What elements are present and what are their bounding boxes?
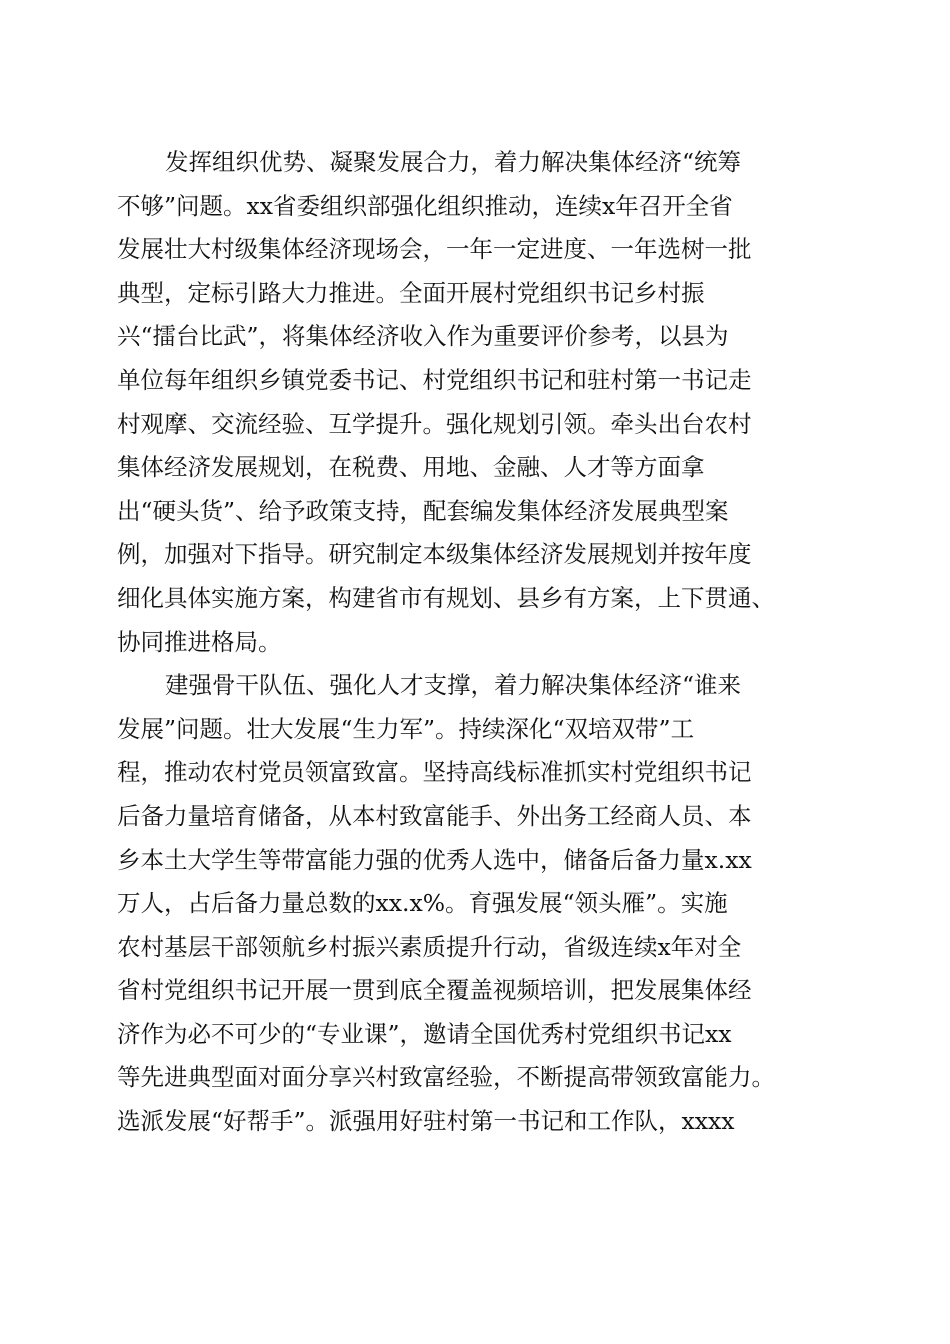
- paragraph-line: 选派发展“好帮手”。派强用好驻村第一书记和工作队，xxxx: [117, 1107, 735, 1136]
- paragraph-line: 出“硬头货”、给予政策支持，配套编发集体经济发展典型案: [117, 496, 729, 525]
- paragraph-line: 发展壮大村级集体经济现场会，一年一定进度、一年选树一批: [117, 235, 752, 264]
- paragraph-line: 建强骨干队伍、强化人才支撑，着力解决集体经济“谁来: [165, 671, 742, 700]
- paragraph-line: 省村党组织书记开展一贯到底全覆盖视频培训，把发展集体经: [117, 976, 752, 1005]
- paragraph-line: 乡本土大学生等带富能力强的优秀人选中，储备后备力量x.xx: [117, 845, 752, 874]
- paragraph-collective-economy-talent: [117, 664, 837, 1144]
- paragraph-line: 细化具体实施方案，构建省市有规划、县乡有方案，上下贯通、: [117, 583, 775, 612]
- paragraph-line: 等先进典型面对面分享兴村致富经验，不断提高带领致富能力。: [117, 1063, 775, 1092]
- paragraph-line: 例，加强对下指导。研究制定本级集体经济发展规划并按年度: [117, 540, 752, 569]
- paragraph-line: 万人，占后备力量总数的xx.x%。育强发展“领头雁”。实施: [117, 889, 728, 918]
- paragraph-line: 发挥组织优势、凝聚发展合力，着力解决集体经济“统筹: [165, 148, 742, 176]
- paragraph-line: 发展”问题。壮大发展“生力军”。持续深化“双培双带”工: [117, 714, 695, 743]
- paragraph-line: 兴“擂台比武”，将集体经济收入作为重要评价参考，以县为: [117, 322, 729, 351]
- paragraph-line: 农村基层干部领航乡村振兴素质提升行动，省级连续x年对全: [117, 932, 742, 961]
- paragraph-line: 不够”问题。xx省委组织部强化组织推动，连续x年召开全省: [117, 191, 733, 220]
- paragraph-line: 村观摩、交流经验、互学提升。强化规划引领。牵头出台农村: [117, 409, 752, 438]
- paragraph-line: 后备力量培育储备，从本村致富能手、外出务工经商人员、本: [117, 801, 752, 830]
- paragraph-line: 程，推动农村党员领富致富。坚持高线标准抓实村党组织书记: [117, 758, 752, 787]
- paragraph-collective-economy-organization: [117, 141, 837, 664]
- paragraph-line: 单位每年组织乡镇党委书记、村党组织书记和驻村第一书记走: [117, 365, 752, 394]
- paragraph-line: 协同推进格局。: [117, 627, 282, 656]
- paragraph-line: 济作为必不可少的“专业课”，邀请全国优秀村党组织书记xx: [117, 1019, 732, 1048]
- paragraph-line: 集体经济发展规划，在税费、用地、金融、人才等方面拿: [117, 453, 705, 482]
- document-body: [117, 141, 837, 1144]
- paragraph-line: 典型，定标引路大力推进。全面开展村党组织书记乡村振: [117, 278, 705, 307]
